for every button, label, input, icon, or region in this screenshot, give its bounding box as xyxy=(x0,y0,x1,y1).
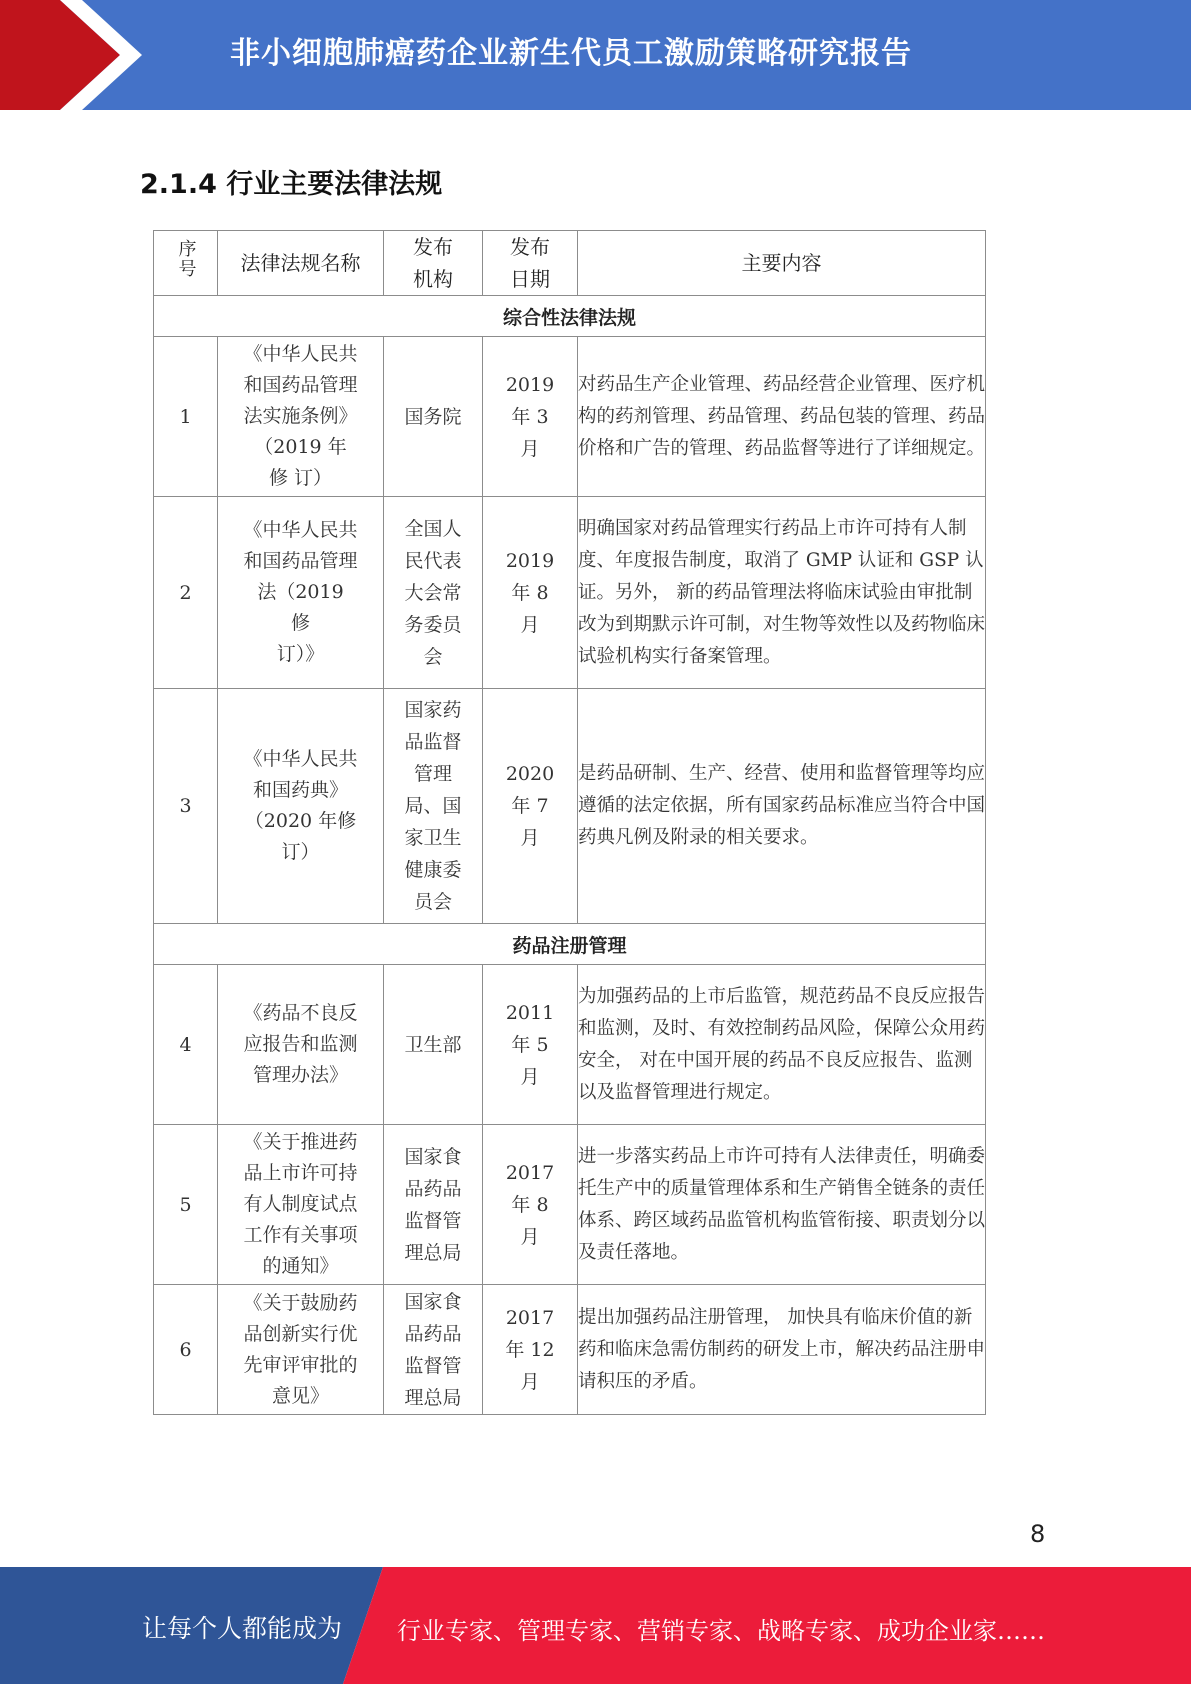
category-row xyxy=(154,924,986,965)
page-header xyxy=(0,0,1191,110)
row-content: 进一步落实药品上市许可持有人法律责任，明确委托生产中的质量管理体系和生产销售全链条的责任体系、跨区域药品监管机构监管衔接、职责划分以及责任落地。 xyxy=(578,1125,986,1285)
header-name: 法律法规名称 xyxy=(218,231,384,296)
category-row xyxy=(154,296,986,337)
row-name: 《关于推进药 品上市许可持 有人制度试点 工作有关事项 的通知》 xyxy=(218,1125,384,1285)
row-index: 5 xyxy=(154,1125,218,1285)
row-content: 对药品生产企业管理、药品经营企业管理、医疗机构的药剂管理、药品管理、药品包装的管理、药品价格和广告的管理、药品监督等进行了详细规定。 xyxy=(578,337,986,497)
row-date: 2011 年 5 月 xyxy=(483,965,578,1125)
row-name: 《中华人民共 和国药品管理 法（2019 修 订）》 xyxy=(218,497,384,689)
row-date: 2019 年 3 月 xyxy=(483,337,578,497)
row-date: 2017 年 12 月 xyxy=(483,1285,578,1415)
row-name: 《关于鼓励药 品创新实行优 先审评审批的 意见》 xyxy=(218,1285,384,1415)
header-title: 非小细胞肺癌药企业新生代员工激励策略研究报告 xyxy=(230,36,912,71)
row-content: 提出加强药品注册管理， 加快具有临床价值的新药和临床急需仿制药的研发上市，解决药品注册申请积压的矛盾。 xyxy=(578,1285,986,1415)
header-index: 序号 xyxy=(154,231,218,296)
row-org: 全国人 民代表 大会常 务委员 会 xyxy=(384,497,483,689)
table-row xyxy=(154,965,986,1125)
row-name: 《药品不良反 应报告和监测 管理办法》 xyxy=(218,965,384,1125)
row-org: 国家食 品药品 监督管 理总局 xyxy=(384,1125,483,1285)
row-org: 卫生部 xyxy=(384,965,483,1125)
section-title: 2.1.4 行业主要法律法规 xyxy=(140,169,443,200)
row-org: 国家药 品监督 管理 局、国 家卫生 健康委 员会 xyxy=(384,689,483,924)
table-row xyxy=(154,1125,986,1285)
category-label: 药品注册管理 xyxy=(154,924,986,965)
category-label: 综合性法律法规 xyxy=(154,296,986,337)
footer-slogan-left: 让每个人都能成为 xyxy=(142,1614,343,1643)
page-number: 8 xyxy=(1030,1520,1046,1548)
row-date: 2019 年 8 月 xyxy=(483,497,578,689)
row-org: 国务院 xyxy=(384,337,483,497)
header-content: 主要内容 xyxy=(578,231,986,296)
table-row xyxy=(154,1285,986,1415)
row-index: 1 xyxy=(154,337,218,497)
row-index: 4 xyxy=(154,965,218,1125)
row-index: 3 xyxy=(154,689,218,924)
row-org: 国家食 品药品 监督管 理总局 xyxy=(384,1285,483,1415)
row-date: 2017 年 8 月 xyxy=(483,1125,578,1285)
row-index: 2 xyxy=(154,497,218,689)
row-index: 6 xyxy=(154,1285,218,1415)
table-row xyxy=(154,337,986,497)
table-row xyxy=(154,497,986,689)
page-footer xyxy=(0,1567,1191,1684)
row-content: 明确国家对药品管理实行药品上市许可持有人制度、年度报告制度，取消了 GMP 认证和 GSP 认证。另外， 新的药品管理法将临床试验由审批制改为到期默示许可制，对生物等效性以及药物临床试验机构实行备案管理。 xyxy=(578,497,986,689)
table-row xyxy=(154,689,986,924)
row-date: 2020 年 7 月 xyxy=(483,689,578,924)
row-name: 《中华人民共 和国药品管理 法实施条例》 （2019 年 修 订） xyxy=(218,337,384,497)
header-org: 发布 机构 xyxy=(384,231,483,296)
row-content: 为加强药品的上市后监管，规范药品不良反应报告和监测，及时、有效控制药品风险，保障公众用药安全， 对在中国开展的药品不良反应报告、监测以及监督管理进行规定。 xyxy=(578,965,986,1125)
footer-slogan-right: 行业专家、管理专家、营销专家、战略专家、成功企业家…… xyxy=(397,1617,1045,1645)
row-content: 是药品研制、生产、经营、使用和监督管理等均应遵循的法定依据，所有国家药品标准应当符合中国药典凡例及附录的相关要求。 xyxy=(578,689,986,924)
header-date: 发布 日期 xyxy=(483,231,578,296)
laws-table xyxy=(153,230,986,1415)
row-name: 《中华人民共 和国药典》 （2020 年修 订） xyxy=(218,689,384,924)
table-header-row xyxy=(154,231,986,296)
